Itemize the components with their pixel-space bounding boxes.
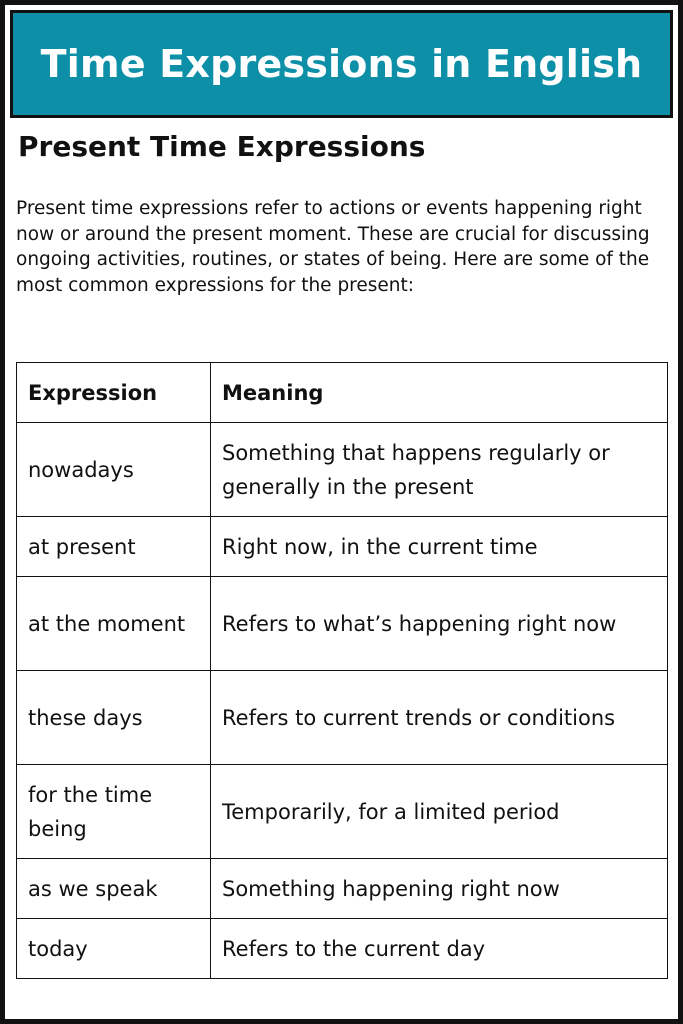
meaning-cell: Something happening right now <box>211 859 668 919</box>
meaning-cell: Refers to current trends or conditions <box>211 671 668 765</box>
meaning-cell: Refers to the current day <box>211 919 668 979</box>
expression-cell: today <box>17 919 211 979</box>
section-title: Present Time Expressions <box>18 130 426 163</box>
banner-title: Time Expressions in English <box>40 42 643 86</box>
table-row <box>17 423 668 517</box>
table-header-row <box>17 363 668 423</box>
title-banner <box>10 10 673 118</box>
table-row <box>17 765 668 859</box>
table-row <box>17 577 668 671</box>
meaning-cell: Something that happens regularly or generally in the present <box>211 423 668 517</box>
expression-cell: as we speak <box>17 859 211 919</box>
expression-cell: at present <box>17 517 211 577</box>
header-meaning: Meaning <box>211 363 668 423</box>
expressions-table <box>16 362 668 979</box>
table-row <box>17 859 668 919</box>
expression-cell: for the time being <box>17 765 211 859</box>
table-row <box>17 671 668 765</box>
meaning-cell: Refers to what’s happening right now <box>211 577 668 671</box>
header-expression: Expression <box>17 363 211 423</box>
meaning-cell: Right now, in the current time <box>211 517 668 577</box>
table-row <box>17 517 668 577</box>
expression-cell: at the moment <box>17 577 211 671</box>
table-row <box>17 919 668 979</box>
intro-paragraph: Present time expressions refer to actions or events happening right now or around the present moment. These are crucial for discussing ongoing activities, routines, or states of being. Here are some of the most common expressions for the present: <box>16 198 650 296</box>
expression-cell: these days <box>17 671 211 765</box>
meaning-cell: Temporarily, for a limited period <box>211 765 668 859</box>
expression-cell: nowadays <box>17 423 211 517</box>
